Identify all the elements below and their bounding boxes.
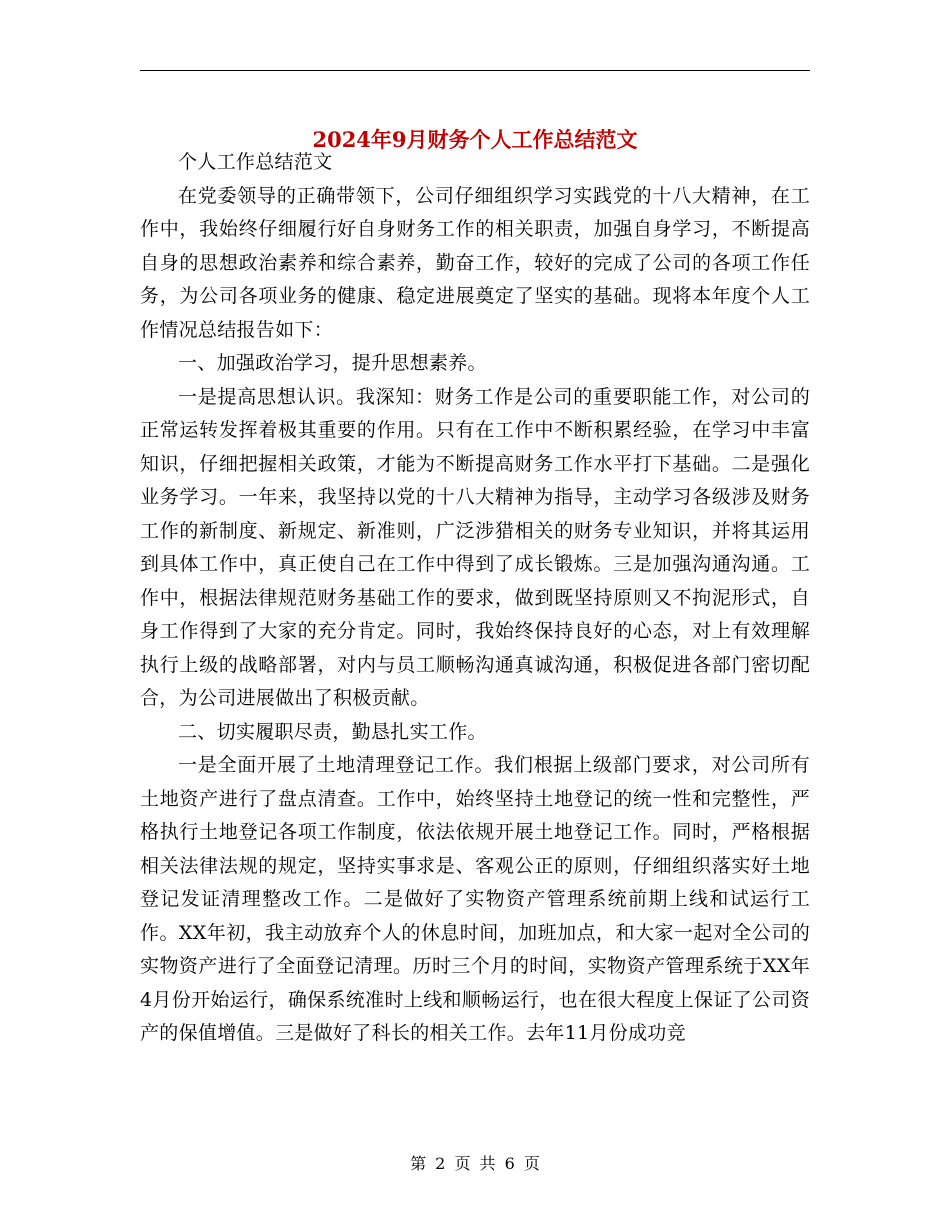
paragraph-section-1: 一是提高思想认识。我深知：财务工作是公司的重要职能工作，对公司的正常运转发挥着极其重要的作用。只有在工作中不断积累经验，在学习中丰富知识，仔细把握相关政策，才能为不断提高财务工作水平打下基础。二是强化业务学习。一年来，我坚持以党的十八大精神为指导，主动学习各级涉及财务工作的新制度、新规定、新准则，广泛涉猎相关的财务专业知识，并将其运用到具体工作中，真正使自己在工作中得到了成长锻炼。三是加强沟通沟通。工作中，根据法律规范财务基础工作的要求，做到既坚持原则又不拘泥形式，自身工作得到了大家的充分肯定。同时，我始终保持良好的心态，对上有效理解执行上级的战略部署，对内与员工顺畅沟通真诚沟通，积极促进各部门密切配合，为公司进展做出了积极贡献。 xyxy=(140,385,810,709)
paragraph-section-2: 一是全面开展了土地清理登记工作。我们根据上级部门要求，对公司所有土地资产进行了盘点清查。工作中，始终坚持土地登记的统一性和完整性，严格执行土地登记各项工作制度，依法依规开展土地登记工作。同时，严格根据相关法律法规的规定，坚持实事求是、客观公正的原则，仔细组织落实好土地登记发证清理整改工作。二是做好了实物资产管理系统前期上线和试运行工作。XX年初，我主动放弃个人的休息时间，加班加点，和大家一起对全公司的实物资产进行了全面登记清理。历时三个月的时间，实物资产管理系统于XX年4月份开始运行，确保系统准时上线和顺畅运行，也在很大程度上保证了公司资产的保值增值。三是做好了科长的相关工作。去年11月份成功竞 xyxy=(140,754,810,1044)
page-number: 第 2 页 共 6 页 xyxy=(410,1154,540,1173)
paragraph-intro: 在党委领导的正确带领下，公司仔细组织学习实践党的十八大精神，在工作中，我始终仔细履行好自身财务工作的相关职责，加强自身学习，不断提高自身的思想政治素养和综合素养，勤奋工作，较好的完成了公司的各项工作任务，为公司各项业务的健康、稳定进展奠定了坚实的基础。现将本年度个人工作情况总结报告如下： xyxy=(140,184,810,341)
document-title: 2024年9月财务个人工作总结范文 xyxy=(312,127,638,153)
paragraph-subtitle: 个人工作总结范文 xyxy=(178,151,333,173)
header-rule xyxy=(140,70,810,71)
document-body xyxy=(140,146,810,1051)
section-heading-1: 一、加强政治学习，提升思想素养。 xyxy=(178,352,487,374)
section-heading-2: 二、切实履职尽责，勤恳扎实工作。 xyxy=(178,720,487,743)
